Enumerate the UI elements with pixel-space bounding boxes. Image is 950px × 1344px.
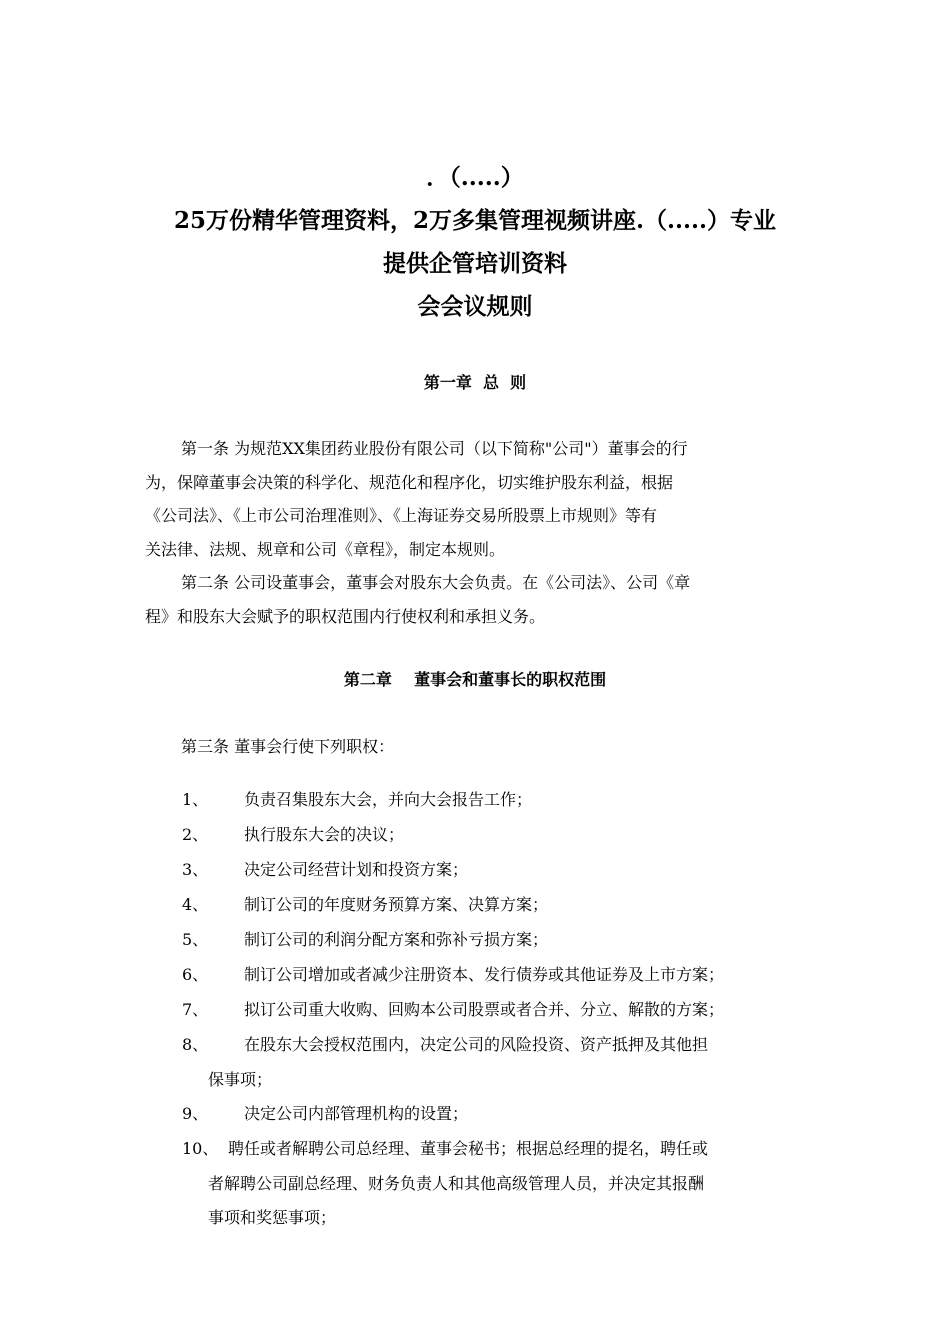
list-item-text: 制订公司增加或者减少注册资本、发行债券或其他证券及上市方案；	[244, 965, 725, 984]
article-1	[145, 432, 805, 566]
list-item-number: 4、	[182, 895, 209, 914]
title-line-4: 会会议规则	[417, 293, 533, 320]
article-3: 第三条 董事会行使下列职权：	[181, 737, 395, 756]
list-item-number: 5、	[182, 930, 209, 949]
title-line-1: ．（.....）	[426, 164, 524, 191]
list-item-number: 7、	[182, 1000, 209, 1019]
list-item-4	[182, 888, 807, 923]
list-item-text: 在股东大会授权范围内，决定公司的风险投资、资产抵押及其他担	[244, 1035, 709, 1054]
list-item-text: 决定公司内部管理机构的设置；	[244, 1104, 469, 1123]
article-2-line-1: 第二条 公司设董事会，董事会对股东大会负责。在《公司法》、公司《章	[181, 573, 691, 592]
list-item-number: 6、	[182, 965, 209, 984]
list-item-10	[182, 1132, 807, 1236]
list-item-number: 3、	[182, 860, 209, 879]
chapter-2-heading: 第二章 董事会和董事长的职权范围	[343, 670, 607, 689]
article-2-line-2: 程》和股东大会赋予的职权范围内行使权利和承担义务。	[145, 606, 546, 626]
list-item-text: 拟订公司重大收购、回购本公司股票或者合并、分立、解散的方案；	[244, 1000, 725, 1019]
list-item-text: 负责召集股东大会，并向大会报告工作；	[244, 790, 533, 809]
title-line-2: 25万份精华管理资料，2万多集管理视频讲座.（.....）专业	[173, 207, 777, 234]
article-2	[145, 566, 805, 633]
list-item-number: 1、	[182, 790, 209, 809]
title-line-3: 提供企管培训资料	[383, 250, 567, 277]
list-item-text: 制订公司的年度财务预算方案、决算方案；	[244, 895, 549, 914]
list-item-number: 9、	[182, 1104, 209, 1123]
list-item-7	[182, 993, 807, 1028]
list-item-5	[182, 923, 807, 958]
list-item-8	[182, 1028, 807, 1097]
list-item-9	[182, 1097, 807, 1132]
list-item-number: 10、	[182, 1139, 219, 1158]
list-item-3	[182, 853, 807, 888]
list-item-number: 8、	[182, 1035, 209, 1054]
list-item-text: 聘任或者解聘公司总经理、董事会秘书；根据总经理的提名，聘任或	[228, 1139, 709, 1158]
list-item-text: 决定公司经营计划和投资方案；	[244, 860, 469, 879]
list-item-continuation: 保事项；	[208, 1069, 273, 1089]
list-item-text: 执行股东大会的决议；	[244, 825, 405, 844]
chapter-1-heading: 第一章 总 则	[423, 373, 527, 392]
article-1-line-2: 为，保障董事会决策的科学化、规范化和程序化，切实维护股东利益，根据	[145, 472, 674, 492]
list-item-2	[182, 818, 807, 853]
article-1-line-4: 关法律、法规、规章和公司《章程》，制定本规则。	[145, 539, 506, 559]
list-item-number: 2、	[182, 825, 209, 844]
article-1-line-3: 《公司法》、《上市公司治理准则》、《上海证券交易所股票上市规则》等有	[145, 506, 658, 525]
list-item-text: 制订公司的利润分配方案和弥补亏损方案；	[244, 930, 549, 949]
list-item-continuation: 者解聘公司副总经理、财务负责人和其他高级管理人员，并决定其报酬	[208, 1173, 705, 1193]
list-item-1	[182, 783, 807, 818]
document-title	[140, 156, 810, 328]
article-1-line-1: 第一条 为规范XX集团药业股份有限公司（以下简称"公司"）董事会的行	[181, 439, 688, 458]
list-item-6	[182, 958, 807, 993]
list-item-continuation-2: 事项和奖惩事项；	[208, 1208, 337, 1227]
